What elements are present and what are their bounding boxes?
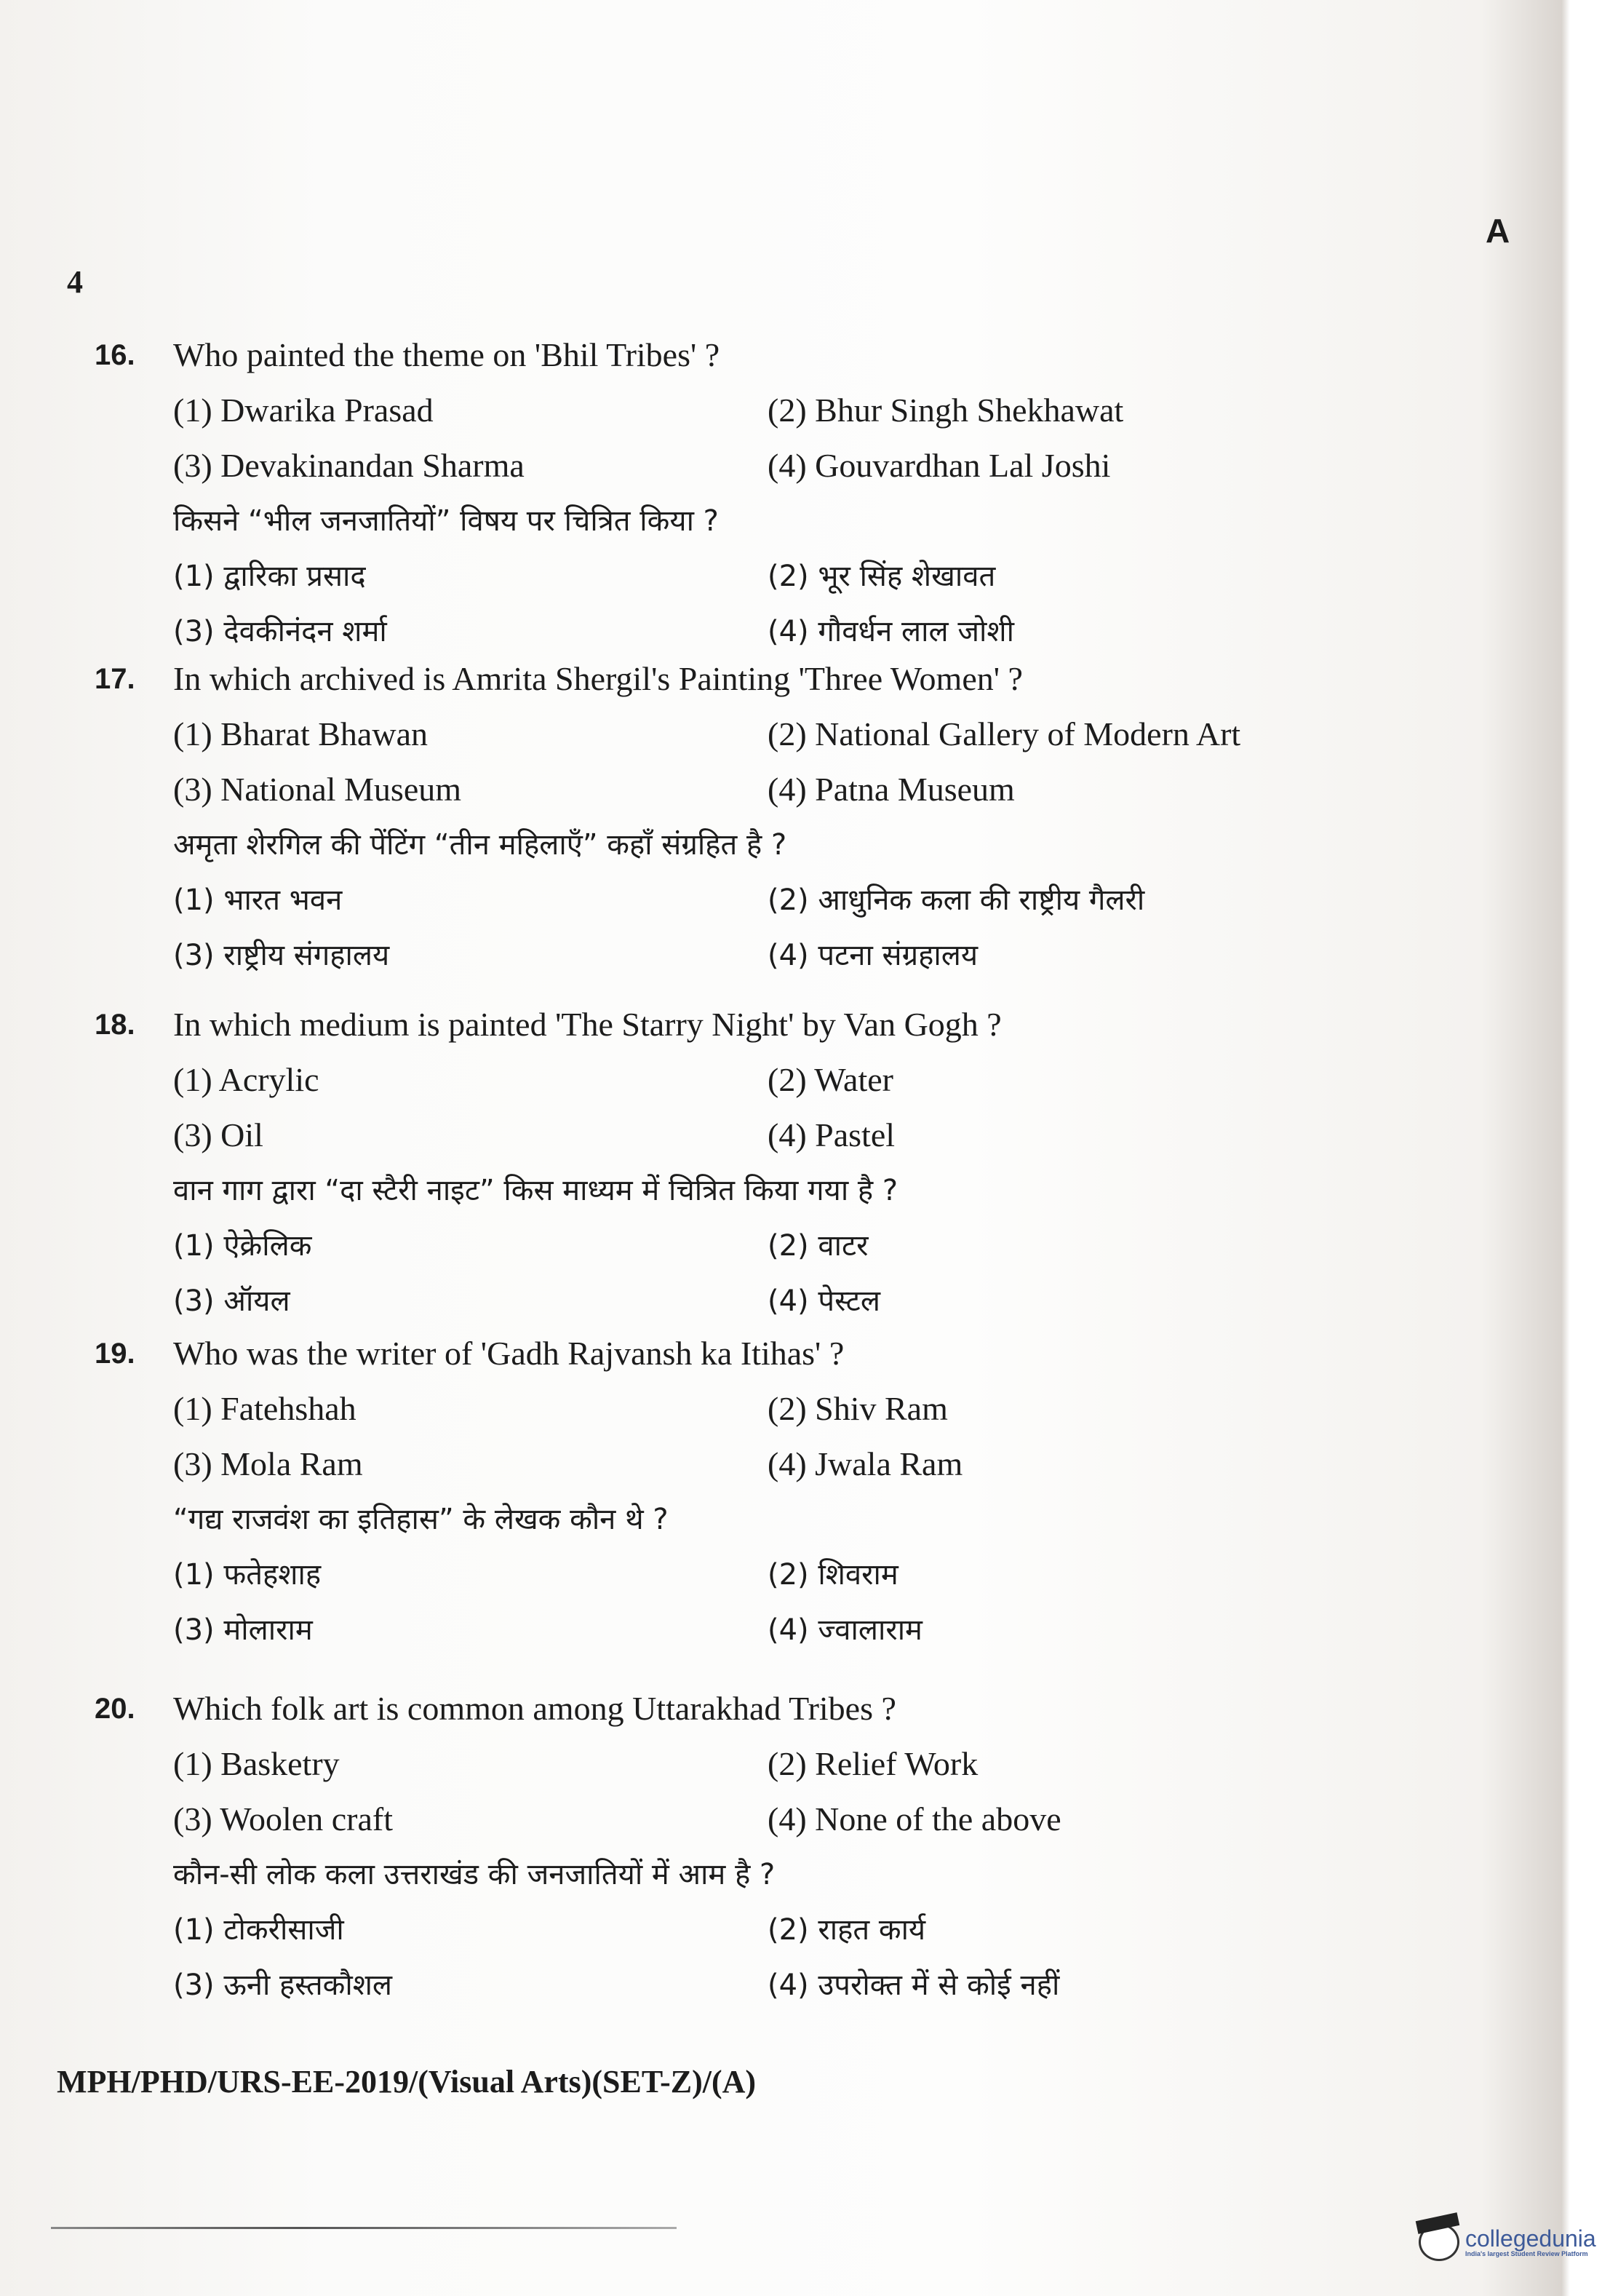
set-mark: A [1486, 212, 1510, 250]
question-text-hi: कौन-सी लोक कला उत्तराखंड की जनजातियों में आम है ? [173, 1858, 776, 1891]
option-4-hi: (4) गौवर्धन लाल जोशी [768, 615, 1014, 648]
option-2: (2) Water [768, 1061, 893, 1098]
option-3-hi: (3) मोलाराम [173, 1613, 313, 1647]
collegedunia-logo [1419, 2223, 1596, 2261]
option-4-hi: (4) पेस्टल [768, 1284, 880, 1318]
question-20 [95, 1681, 1404, 2013]
paper-code-footer: MPH/PHD/URS-EE-2019/(Visual Arts)(SET-Z)/(A) [57, 2064, 757, 2100]
option-1-hi: (1) ऐक्रेलिक [173, 1229, 312, 1263]
option-3: (3) Oil [173, 1116, 263, 1153]
option-4: (4) Pastel [768, 1116, 896, 1153]
option-2: (2) Bhur Singh Shekhawat [768, 392, 1124, 429]
question-text-hi: “गद्य राजवंश का इतिहास” के लेखक कौन थे ? [173, 1503, 669, 1536]
option-2: (2) Shiv Ram [768, 1390, 948, 1427]
option-1-hi: (1) भारत भवन [173, 883, 343, 917]
option-2-hi: (2) भूर सिंह शेखावत [768, 560, 996, 593]
question-text-en: Who painted the theme on 'Bhil Tribes' ? [173, 336, 720, 373]
option-4-hi: (4) पटना संग्रहालय [768, 939, 979, 972]
option-1: (1) Dwarika Prasad [173, 392, 434, 429]
option-3: (3) Devakinandan Sharma [173, 447, 525, 484]
option-1: (1) Bharat Bhawan [173, 715, 428, 752]
option-4: (4) None of the above [768, 1800, 1061, 1838]
option-1: (1) Basketry [173, 1745, 340, 1782]
option-2: (2) Relief Work [768, 1745, 979, 1782]
logo-tagline: India's largest Student Review Platform [1465, 2250, 1588, 2257]
option-4-hi: (4) उपरोक्त में से कोई नहीं [768, 1969, 1060, 2002]
mascot-icon [1419, 2223, 1459, 2261]
option-3: (3) Woolen craft [173, 1800, 393, 1838]
question-number: 16. [95, 339, 135, 371]
question-text-hi: वान गाग द्वारा “दा स्टैरी नाइट” किस माध्यम में चित्रित किया गया है ? [173, 1174, 898, 1207]
option-4-hi: (4) ज्वालाराम [768, 1613, 922, 1647]
option-2-hi: (2) शिवराम [768, 1558, 898, 1592]
option-2-hi: (2) वाटर [768, 1229, 869, 1263]
question-number: 19. [95, 1338, 135, 1370]
option-1: (1) Fatehshah [173, 1390, 356, 1427]
question-text-en: In which medium is painted 'The Starry Night' by Van Gogh ? [173, 1006, 1002, 1043]
question-16 [95, 327, 1404, 659]
option-4: (4) Gouvardhan Lal Joshi [768, 447, 1111, 484]
option-2-hi: (2) आधुनिक कला की राष्ट्रीय गैलरी [768, 883, 1145, 917]
option-1-hi: (1) द्वारिका प्रसाद [173, 560, 366, 593]
question-text-hi: किसने “भील जनजातियों” विषय पर चित्रित किया ? [173, 504, 719, 538]
question-number: 17. [95, 663, 135, 695]
option-3: (3) National Museum [173, 771, 462, 808]
page-number: 4 [67, 264, 83, 300]
option-2: (2) National Gallery of Modern Art [768, 715, 1241, 752]
option-3-hi: (3) देवकीनंदन शर्मा [173, 615, 387, 648]
option-3-hi: (3) राष्ट्रीय संगहालय [173, 939, 390, 972]
option-3: (3) Mola Ram [173, 1445, 363, 1482]
option-3-hi: (3) ऑयल [173, 1284, 290, 1318]
page-edge [51, 2227, 677, 2229]
option-1-hi: (1) फतेहशाह [173, 1558, 322, 1592]
question-text-en: In which archived is Amrita Shergil's Painting 'Three Women' ? [173, 660, 1023, 697]
question-text-en: Which folk art is common among Uttarakhad Tribes ? [173, 1690, 896, 1727]
question-number: 18. [95, 1009, 135, 1041]
option-4: (4) Jwala Ram [768, 1445, 963, 1482]
option-4: (4) Patna Museum [768, 771, 1015, 808]
question-17 [95, 651, 1404, 983]
question-19 [95, 1326, 1404, 1658]
option-3-hi: (3) ऊनी हस्तकौशल [173, 1969, 393, 2002]
question-number: 20. [95, 1693, 135, 1725]
option-1: (1) Acrylic [173, 1061, 319, 1098]
logo-name: collegedunia [1465, 2225, 1596, 2252]
option-2-hi: (2) राहत कार्य [768, 1913, 926, 1947]
option-1-hi: (1) टोकरीसाजी [173, 1913, 344, 1947]
question-18 [95, 997, 1404, 1329]
question-text-hi: अमृता शेरगिल की पेंटिंग “तीन महिलाएँ” कहाँ संग्रहित है ? [173, 828, 787, 862]
question-text-en: Who was the writer of 'Gadh Rajvansh ka Itihas' ? [173, 1335, 845, 1372]
